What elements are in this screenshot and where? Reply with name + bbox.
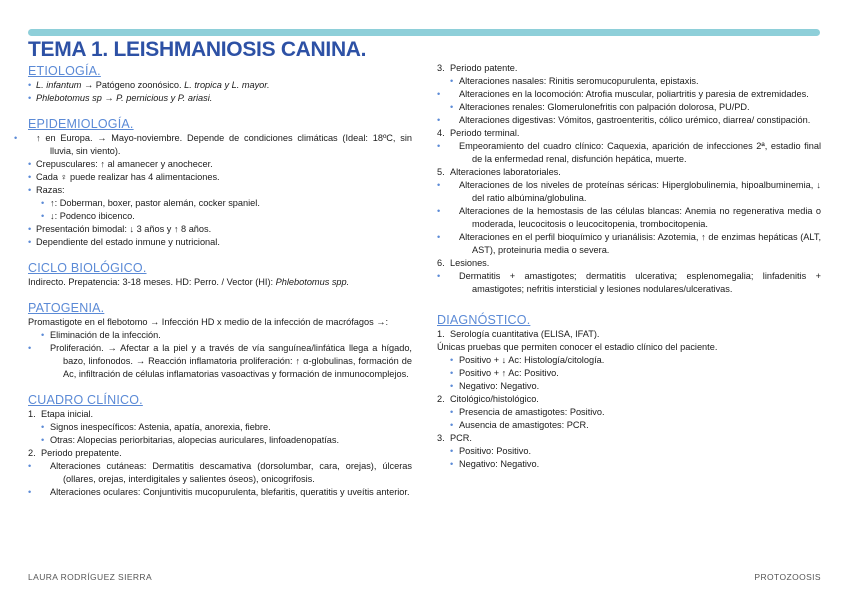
header-accent-bar — [28, 29, 820, 36]
list-item: • Crepusculares: ↑ al amanecer y anochecer. — [28, 158, 412, 171]
list-item: • ↑: Doberman, boxer, pastor alemán, cocker spaniel. — [28, 197, 412, 210]
numbered-item: 2. Citológico/histológico. — [437, 394, 539, 404]
list-item: • Alteraciones renales: Glomerulonefritis con palpación dolorosa, PU/PD. — [437, 101, 821, 114]
list-item: • Alteraciones nasales: Rinitis seromucopurulenta, epistaxis. — [437, 75, 821, 88]
list-item: • Phlebotomus sp → P. pernicious y P. ariasi. — [28, 92, 412, 105]
numbered-item: 3. PCR. — [437, 433, 472, 443]
left-column — [28, 64, 412, 499]
list-item: • Razas: — [28, 184, 412, 197]
list-item: • Alteraciones oculares: Conjuntivitis mucopurulenta, blefaritis, queratitis y uveítis anterior. — [28, 486, 412, 499]
numbered-item: 1. Etapa inicial. — [28, 409, 94, 419]
section-heading-diagnostico: DIAGNÓSTICO. — [437, 313, 531, 327]
paragraph: Únicas pruebas que permiten conocer el estadio clínico del paciente. — [437, 342, 718, 352]
list-item: • Negativo: Negativo. — [437, 458, 821, 471]
list-item: • Presentación bimodal: ↓ 3 años y ↑ 8 años. — [28, 223, 412, 236]
list-item: • Empeoramiento del cuadro clínico: Caquexia, aparición de infecciones 2ª, estadio final de la enfermedad renal, disfunción hepática, muerte. — [437, 140, 821, 166]
list-item: • Alteraciones de los niveles de proteínas séricas: Hiperglobulinemia, hipoalbuminemia, ↓ del ratio albúmina/globulina. — [437, 179, 821, 205]
numbered-item: 2. Periodo prepatente. — [28, 448, 122, 458]
list-item: • ↓: Podenco ibicenco. — [28, 210, 412, 223]
section-heading-cuadro: CUADRO CLÍNICO. — [28, 393, 143, 407]
numbered-item: 3. Periodo patente. — [437, 63, 518, 73]
section-heading-patogenia: PATOGENIA. — [28, 301, 105, 315]
page-title: TEMA 1. LEISHMANIOSIS CANINA. — [28, 38, 367, 61]
list-item: • Alteraciones en la locomoción: Atrofia muscular, poliartritis y paresia de extremidades. — [437, 88, 821, 101]
numbered-item: 4. Periodo terminal. — [437, 128, 520, 138]
footer-subject: PROTOZOOSIS — [754, 572, 821, 582]
paragraph: Promastigote en el flebotomo → Infección HD x medio de la infección de macrófagos →: — [28, 317, 389, 327]
section-heading-etiologia: ETIOLOGÍA. — [28, 64, 101, 78]
list-item: • Ausencia de amastigotes: PCR. — [437, 419, 821, 432]
list-item: • Negativo: Negativo. — [437, 380, 821, 393]
list-item: • Positivo: Positivo. — [437, 445, 821, 458]
list-item: • Alteraciones cutáneas: Dermatitis descamativa (dorsolumbar, cara, orejas), úlceras (ollares, orejas, interdigitales y salientes óseos), onicogrifosis. — [28, 460, 412, 486]
section-heading-epidemiologia: EPIDEMIOLOGÍA. — [28, 117, 134, 131]
right-column — [437, 62, 821, 471]
list-item: • Alteraciones de la hemostasis de las células blancas: Anemia no regenerativa media o moderada, leucocitosis o leucocitopenia, trombocitopenia. — [437, 205, 821, 231]
section-heading-ciclo: CICLO BIOLÓGICO. — [28, 261, 147, 275]
list-item: • Dermatitis + amastigotes; dermatitis ulcerativa; esplenomegalia; linfadenitis + amastigotes; nefritis intersticial y lesiones nodulares/ulcerativas. — [437, 270, 821, 296]
numbered-item: 1. Serología cuantitativa (ELISA, IFAT). — [437, 329, 600, 339]
list-item: • Presencia de amastigotes: Positivo. — [437, 406, 821, 419]
paragraph: Indirecto. Prepatencia: 3-18 meses. HD: Perro. / Vector (HI): Phlebotomus spp. — [28, 277, 350, 287]
list-item: • Positivo + ↓ Ac: Histología/citología. — [437, 354, 821, 367]
list-item: • Proliferación. → Afectar a la piel y a través de vía sanguínea/linfática llega a hígado, bazo, linfonodos. → Reacción inflamatoria proliferación: ↑ α-globulinas, formación de Ac, infiltración de células inflamatorias vasoactivas y formación de inmunocomplejos. — [28, 342, 412, 381]
list-item: • L. infantum → Patógeno zoonósico. L. tropica y L. mayor. — [28, 79, 412, 92]
list-item: • Signos inespecíficos: Astenia, apatía, anorexia, fiebre. — [28, 421, 412, 434]
list-item: • Alteraciones en el perfil bioquímico y urianálisis: Azotemia, ↑ de enzimas hepáticas (ALT, AST), proteinuria media o severa. — [437, 231, 821, 257]
numbered-item: 5. Alteraciones laboratoriales. — [437, 167, 561, 177]
list-item: • Eliminación de la infección. — [28, 329, 412, 342]
list-item: • Dependiente del estado inmune y nutricional. — [28, 236, 412, 249]
list-item: • ↑ en Europa. → Mayo-noviembre. Depende de condiciones climáticas (Ideal: 18ºC, sin lluvia, sin viento). — [28, 132, 412, 158]
numbered-item: 6. Lesiones. — [437, 258, 490, 268]
footer-author: LAURA RODRÍGUEZ SIERRA — [28, 572, 153, 582]
list-item: • Cada ♀ puede realizar has 4 alimentaciones. — [28, 171, 412, 184]
list-item: • Otras: Alopecias periorbitarias, alopecias auriculares, linfoadenopatías. — [28, 434, 412, 447]
list-item: • Positivo + ↑ Ac: Positivo. — [437, 367, 821, 380]
list-item: • Alteraciones digestivas: Vómitos, gastroenteritis, cólico urémico, diarrea/ constipación. — [437, 114, 821, 127]
